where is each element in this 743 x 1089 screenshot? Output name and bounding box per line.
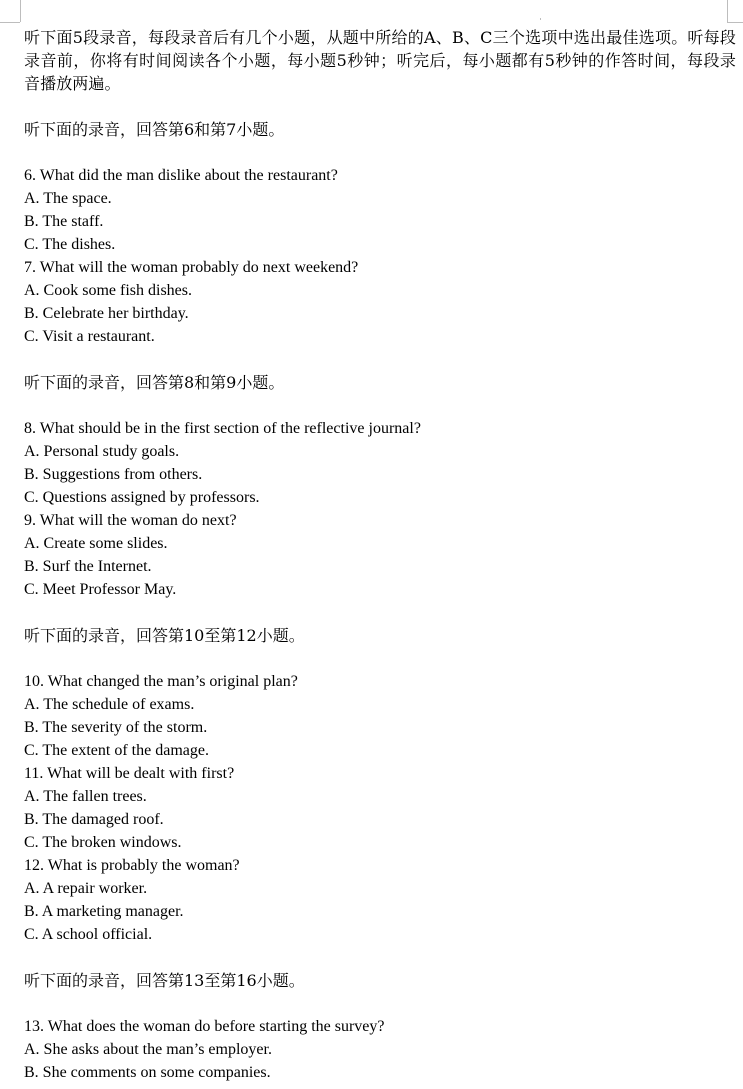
option-c: C. Meet Professor May. bbox=[24, 581, 177, 598]
option-a: A. Cook some fish dishes. bbox=[24, 282, 192, 299]
option-c: C. Visit a restaurant. bbox=[24, 328, 155, 345]
option-a: A. Personal study goals. bbox=[24, 443, 180, 460]
question-9 bbox=[24, 509, 736, 601]
crop-mark-top-right-vertical bbox=[727, 0, 728, 22]
option-a: A. A repair worker. bbox=[24, 880, 148, 897]
document-content bbox=[24, 26, 736, 1084]
question-10 bbox=[24, 670, 736, 762]
question-stem: 11. What will be dealt with first? bbox=[24, 765, 235, 782]
crop-mark-top-left-horizontal bbox=[0, 22, 20, 23]
option-b: B. Suggestions from others. bbox=[24, 466, 203, 483]
section-4 bbox=[24, 969, 736, 1084]
option-a: A. The fallen trees. bbox=[24, 788, 147, 805]
section-heading: 听下面的录音，回答第6和第7小题。 bbox=[24, 120, 285, 139]
section-heading: 听下面的录音，回答第13至第16小题。 bbox=[24, 971, 305, 990]
option-b: B. Celebrate her birthday. bbox=[24, 305, 189, 322]
section-2 bbox=[24, 371, 736, 601]
question-stem: 8. What should be in the first section of the reflective journal? bbox=[24, 420, 421, 437]
section-3 bbox=[24, 624, 736, 946]
option-a: A. She asks about the man’s employer. bbox=[24, 1041, 272, 1058]
option-c: C. The dishes. bbox=[24, 236, 116, 253]
question-13 bbox=[24, 1015, 736, 1084]
crop-mark-top-left-vertical bbox=[20, 0, 21, 22]
question-12 bbox=[24, 854, 736, 946]
question-11 bbox=[24, 762, 736, 854]
question-stem: 6. What did the man dislike about the restaurant? bbox=[24, 167, 338, 184]
option-b: B. Surf the Internet. bbox=[24, 558, 152, 575]
question-7 bbox=[24, 256, 736, 348]
section-heading: 听下面的录音，回答第10至第12小题。 bbox=[24, 626, 305, 645]
option-c: C. A school official. bbox=[24, 926, 153, 943]
option-b: B. She comments on some companies. bbox=[24, 1064, 271, 1081]
option-b: B. The damaged roof. bbox=[24, 811, 164, 828]
option-b: B. The staff. bbox=[24, 213, 104, 230]
question-stem: 9. What will the woman do next? bbox=[24, 512, 237, 529]
crop-mark-dot bbox=[540, 18, 541, 20]
option-b: B. A marketing manager. bbox=[24, 903, 184, 920]
question-stem: 7. What will the woman probably do next weekend? bbox=[24, 259, 359, 276]
option-a: A. Create some slides. bbox=[24, 535, 168, 552]
option-c: C. Questions assigned by professors. bbox=[24, 489, 260, 506]
option-a: A. The space. bbox=[24, 190, 112, 207]
option-c: C. The broken windows. bbox=[24, 834, 182, 851]
option-a: A. The schedule of exams. bbox=[24, 696, 195, 713]
question-6 bbox=[24, 164, 736, 256]
question-stem: 13. What does the woman do before starting the survey? bbox=[24, 1018, 385, 1035]
option-b: B. The severity of the storm. bbox=[24, 719, 208, 736]
section-heading: 听下面的录音，回答第8和第9小题。 bbox=[24, 373, 285, 392]
crop-mark-top-right-horizontal bbox=[727, 22, 743, 23]
question-8 bbox=[24, 417, 736, 509]
section-1 bbox=[24, 118, 736, 348]
option-c: C. The extent of the damage. bbox=[24, 742, 209, 759]
instructions-paragraph: 听下面5段录音，每段录音后有几个小题，从题中所给的A、B、C三个选项中选出最佳选项。听每段录音前，你将有时间阅读各个小题，每小题5秒钟；听完后，每小题都有5秒钟的作答时间，每段录音播放两遍。 bbox=[24, 28, 736, 93]
question-stem: 12. What is probably the woman? bbox=[24, 857, 240, 874]
question-stem: 10. What changed the man’s original plan? bbox=[24, 673, 298, 690]
